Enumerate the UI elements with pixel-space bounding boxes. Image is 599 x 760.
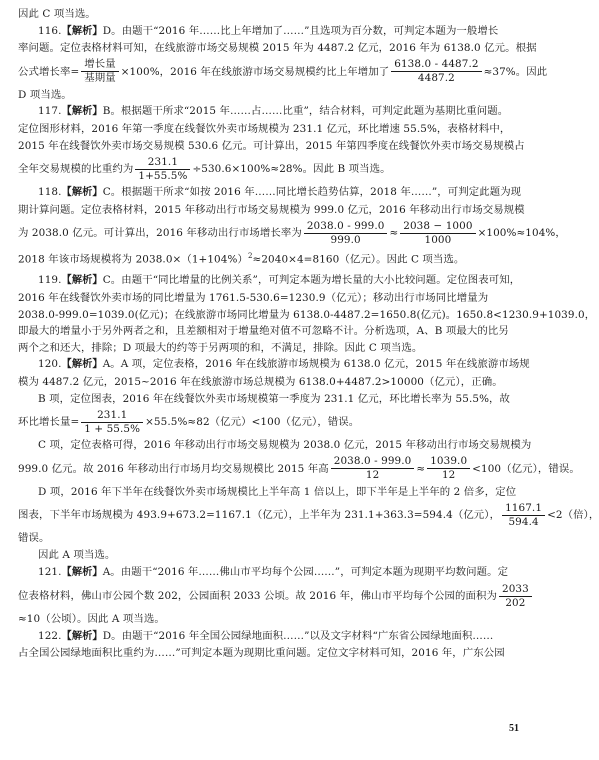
text-line: 期计算问题。定位表格材料，2015 年移动出行市场交易规模为 999.0 亿元，2016 年移动出行市场交易规模 — [18, 203, 525, 216]
fraction — [135, 156, 190, 183]
question-122-line — [18, 628, 529, 646]
formula-line — [18, 407, 529, 437]
text-line: 定位图形材料，2016 年第一季度在线餐饮外卖市场规模为 231.1 亿元，环比增速 55.5%，表格材料中， — [18, 122, 511, 135]
question-number: 117. — [38, 105, 62, 118]
analysis-tag: 【解析】 — [61, 566, 103, 578]
text-span: 位表格材料，佛山市公园个数 202，公园面积 2033 公顷。故 2016 年，佛山市平均每个公园的面积为 — [18, 590, 497, 603]
question-number: 119. — [38, 274, 62, 287]
numerator: 6138.0 - 4487.2 — [391, 58, 481, 72]
text-span: ×100%≈104%， — [477, 227, 566, 240]
formula-line — [18, 581, 529, 611]
text-span: 2018 年该市场规模将为 2038.0×（1+104%） — [18, 253, 248, 266]
text-line: ≈10（公顷）。因此 A 项当选。 — [18, 613, 165, 626]
analysis-tag: 【解析】 — [61, 630, 103, 642]
question-number: 116. — [38, 24, 62, 37]
text-span: 公式增长率= — [18, 65, 80, 78]
analysis-tag: 【解析】 — [61, 275, 103, 287]
fraction — [400, 220, 475, 247]
text-line: 2038.0-999.0=1039.0(亿元)；在线旅游市场同比增量为 6138.0-4487.2=1650.8(亿元)。1650.8<1230.9+1039.0， — [18, 308, 596, 321]
question-118-line — [18, 184, 529, 202]
text-line: D 项，2016 年下半年在线餐饮外卖市场规模比上半年高 1 倍以上，即下半年是上半年的 2 倍多，定位 — [38, 485, 517, 498]
numerator: 231.1 — [135, 156, 190, 170]
fraction — [391, 58, 481, 85]
numerator: 增长量 — [81, 58, 118, 72]
text-span: <100（亿元），错误。 — [472, 462, 580, 475]
formula-line — [18, 154, 529, 184]
answer-explanations — [18, 6, 599, 662]
fraction — [331, 455, 415, 482]
text-line — [18, 248, 529, 268]
analysis-tag: 【解析】 — [61, 187, 103, 199]
text-span: ≈37%。因此 — [483, 65, 548, 78]
denominator: 基期量 — [84, 72, 116, 85]
text-span: D。由题干“2016 年全国公园绿地面积……”以及文字材料“广东省公园绿地面积…… — [102, 629, 494, 642]
formula-line — [18, 454, 580, 484]
fraction — [81, 409, 143, 436]
text-line: B 项，定位图表，2016 年在线餐饮外卖市场规模第一季度为 231.1 亿元，环比增长率为 55.5%，故 — [38, 392, 511, 405]
text-span: A。A 项，定位表格，2016 年在线旅游市场规模为 6138.0 亿元，2015 年在线旅游市场规 — [102, 358, 530, 371]
analysis-tag: 【解析】 — [61, 359, 103, 371]
text-line: C 项，定位表格可得，2016 年移动出行市场交易规模为 2038.0 亿元，2015 年移动出行市场交易规模为 — [38, 439, 532, 452]
numerator: 1167.1 — [502, 502, 545, 516]
numerator: 2038.0 - 999.0 — [331, 455, 415, 469]
text-line: 因此 C 项当选。 — [18, 8, 96, 20]
denominator: 202 — [505, 596, 526, 609]
text-line: 两个之和还大，排除；D 项最大的约等于另两项的和，不满足，排除。因此 C 项当选。 — [18, 341, 423, 354]
text-line: 因此 A 项当选。 — [38, 548, 116, 561]
text-line: D 项当选。 — [18, 88, 72, 101]
text-span: D。由题干“2016 年……比上年增加了……”且选项为百分数，可判定本题为一般增长 — [102, 24, 499, 37]
denominator: 999.0 — [330, 233, 361, 246]
numerator: 2033 — [499, 583, 532, 597]
fraction — [81, 58, 118, 85]
numerator: 231.1 — [81, 409, 143, 423]
text-line: 率问题。定位表格材料可知，在线旅游市场交易规模 2015 年为 4487.2 亿元，2016 年为 6138.0 亿元。根据 — [18, 42, 537, 55]
text-line: 模为 4487.2 亿元，2015~2016 年在线旅游市场总规模为 6138.0+4487.2>10000（亿元），正确。 — [18, 375, 503, 388]
question-number: 121. — [38, 565, 62, 578]
denominator: 12 — [365, 469, 380, 482]
text-span: 全年交易规模的比重约为 — [18, 163, 134, 176]
analysis-tag: 【解析】 — [61, 106, 103, 118]
superscript: 2 — [247, 252, 253, 261]
text-span: ≈ — [389, 227, 399, 240]
denominator: 594.4 — [508, 515, 539, 528]
denominator: 1 + 55.5% — [84, 422, 141, 435]
question-120-line — [18, 356, 529, 374]
text-span: ÷530.6×100%≈28%。因此 B 项当选。 — [192, 163, 391, 176]
denominator: 1+55.5% — [138, 169, 188, 182]
question-117-line — [18, 103, 529, 121]
text-span: ≈2040×4=8160（亿元）。因此 C 项当选。 — [252, 253, 465, 266]
fraction — [502, 502, 545, 529]
fraction — [499, 583, 532, 610]
fraction — [427, 455, 470, 482]
text-span: 环比增长量= — [18, 416, 80, 429]
page-number: 51 — [509, 723, 519, 734]
text-span: C。根据题干所求“如按 2016 年……同比增长趋势估算，2018 年……”，可判定此题为现 — [102, 186, 522, 199]
numerator: 1039.0 — [427, 455, 470, 469]
text-line: 2015 年在线餐饮外卖市场交易规模 530.6 亿元。可计算出，2015 年第四季度在线餐饮外卖市场交易规模占 — [18, 139, 525, 152]
numerator: 2038.0 - 999.0 — [304, 220, 388, 234]
text-span: ×100%，2016 年在线旅游市场交易规模约比上年增加了 — [120, 65, 390, 78]
text-span: B。根据题干所求“2015 年……占……比重”，结合材料，可判定此题为基期比重问题。 — [102, 105, 509, 118]
text-span: C。由题干“同比增量的比例关系”，可判定本题为增长量的大小比较问题。定位图表可知， — [102, 274, 521, 287]
question-121-line — [18, 564, 529, 582]
text-span: A。由题干“2016 年……佛山市平均每个公园……”，可判定本题为现期平均数问题。定 — [102, 565, 509, 578]
text-span: 为 2038.0 亿元。可计算出，2016 年移动出行市场增长率为 — [18, 227, 302, 240]
denominator: 12 — [441, 469, 456, 482]
analysis-tag: 【解析】 — [61, 25, 103, 37]
question-number: 120. — [38, 358, 62, 371]
question-116-line — [18, 23, 529, 41]
formula-line — [18, 500, 599, 530]
numerator: 2038 − 1000 — [400, 220, 475, 234]
fraction — [304, 220, 388, 247]
text-span: 图表，下半年市场规模为 493.9+673.2=1167.1（亿元），上半年为 231.1+363.3=594.4（亿元）， — [18, 509, 501, 522]
text-line: 错误。 — [18, 532, 50, 545]
text-line: 占全国公园绿地面积比重约为……”可判定本题为现期比重问题。定位文字材料可知，2016 年，广东公园 — [18, 647, 505, 660]
text-line: 2016 年在线餐饮外卖市场的同比增量为 1761.5-530.6=1230.9（亿元）；移动出行市场同比增量为 — [18, 292, 489, 304]
question-number: 118. — [38, 186, 62, 199]
denominator: 1000 — [424, 233, 452, 246]
question-number: 122. — [38, 629, 62, 642]
text-line: 即最大的增量小于另外两者之和，且差额相对于增量绝对值不可忽略不计。分析选项，A、B 项最大的比另 — [18, 325, 509, 338]
formula-line — [18, 218, 566, 248]
text-span: ×55.5%≈82（亿元）<100（亿元），错误。 — [145, 416, 360, 429]
text-span: 999.0 亿元。故 2016 年移动出行市场月均交易规模比 2015 年高 — [18, 462, 329, 475]
text-span: ≈ — [416, 462, 426, 475]
formula-line — [18, 57, 548, 87]
question-119-line — [18, 272, 529, 290]
text-span: <2（倍）， — [547, 509, 599, 522]
denominator: 4487.2 — [417, 72, 455, 85]
